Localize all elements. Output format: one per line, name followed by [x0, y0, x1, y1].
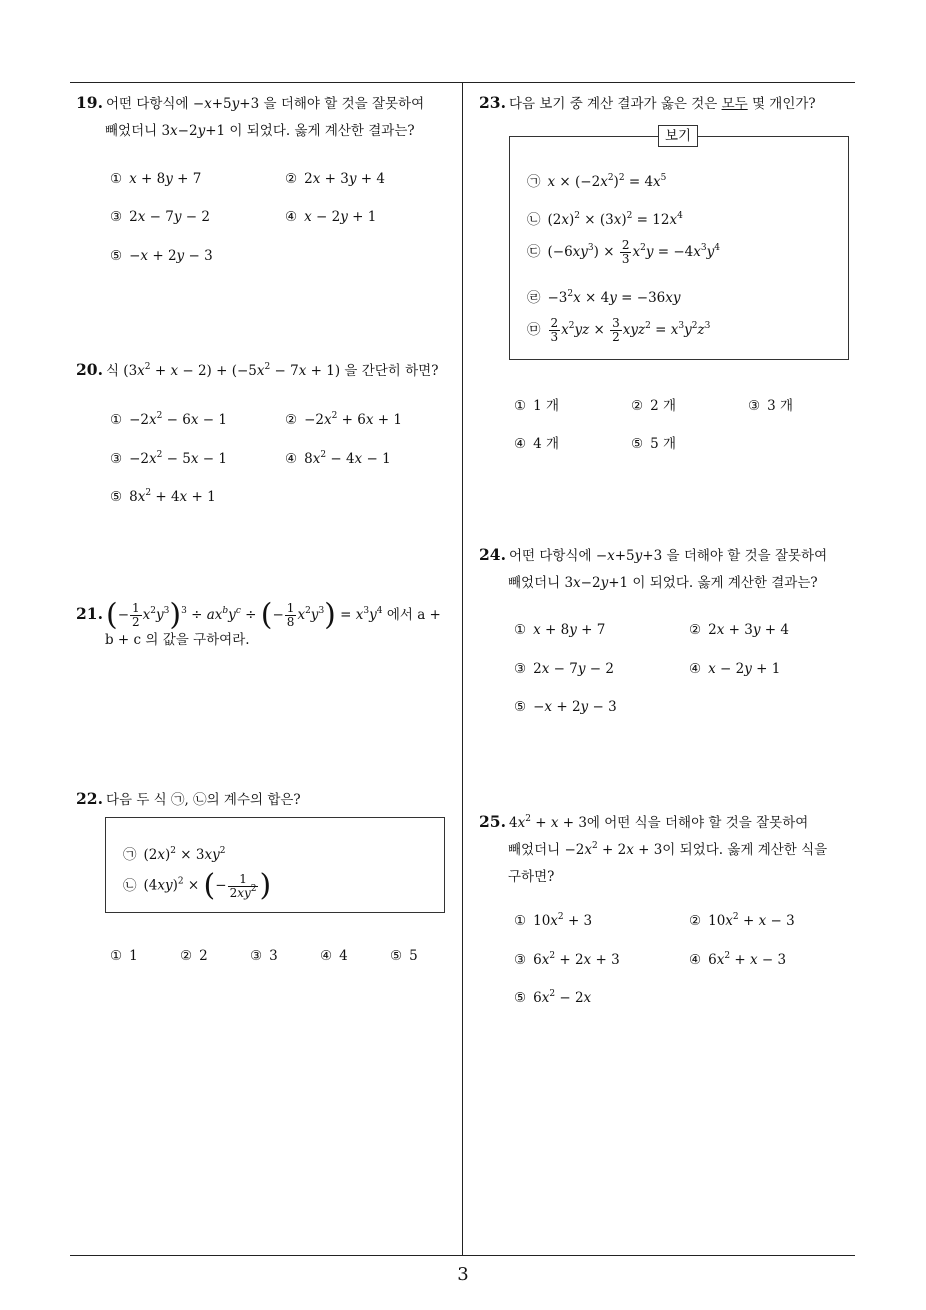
question-19 [76, 89, 424, 145]
question-number: 22. [76, 789, 103, 808]
q22-option-5[interactable]: ⑤ 5 [390, 948, 418, 964]
page-number: 3 [457, 1264, 469, 1285]
q22-expression-1: ㉠ $(2x)^2 \times 3xy^2$ [123, 846, 226, 863]
q24-option-2[interactable]: ② 2x + 3y + 4 [689, 622, 789, 638]
q23-statement-4: ㉣ $-3^2x \times 4y = -36xy$ [527, 289, 681, 306]
q23-statement-2: ㉡ $(2x)^2 \times (3x)^2 = 12x^4$ [527, 211, 683, 228]
q19-option-5[interactable]: ⑤ −x + 2y − 3 [110, 248, 213, 264]
question-25 [479, 808, 827, 891]
q19-option-3[interactable]: ③ 2x − 7y − 2 [110, 209, 210, 225]
question-number: 25. [479, 812, 506, 831]
question-number: 20. [76, 360, 103, 379]
q20-option-4[interactable]: ④ $8x^2 - 4x - 1$ [285, 450, 391, 467]
question-text-line2: 빼었더니 $-2x^2 + 2x + 3$이 되었다. 옳게 계산한 식을 [508, 841, 828, 858]
question-24 [479, 541, 827, 597]
question-22 [76, 785, 301, 814]
question-text: 다음 두 식 ㉠, ㉡의 계수의 합은? [105, 792, 301, 808]
q25-option-5[interactable]: ⑤ $6x^2 - 2x$ [514, 989, 592, 1006]
q22-option-4[interactable]: ④ 4 [320, 948, 348, 964]
question-number: 23. [479, 93, 506, 112]
q24-option-5[interactable]: ⑤ −x + 2y − 3 [514, 699, 617, 715]
column-divider [462, 82, 463, 1255]
q25-option-2[interactable]: ② $10x^2 + x - 3$ [689, 912, 795, 929]
q23-example-label: 보기 [658, 125, 698, 147]
question-number: 21. [76, 604, 103, 623]
question-text: 에서 a + [386, 607, 441, 623]
question-21 [76, 597, 441, 654]
question-text: $4x^2 + x + 3$에 어떤 식을 더해야 할 것을 잘못하여 [508, 814, 809, 831]
question-text-line3: 구하면? [508, 869, 555, 885]
footer-rule [70, 1255, 855, 1256]
question-text-line2: b + c 의 값을 구하여라. [105, 631, 250, 648]
q23-statement-5: ㉤ $\frac{2}{3}$ $x^2yz$ × $\frac{3}{2}$ $xyz^2 = x^3y^2z^3$ [527, 316, 711, 344]
question-text: 어떤 다항식에 −x+5y+3 을 더해야 할 것을 잘못하여 [105, 96, 425, 112]
q22-option-1[interactable]: ① 1 [110, 948, 138, 964]
question-number: 24. [479, 545, 506, 564]
q23-statement-3: ㉢ $(-6xy^3)$ × $\frac{2}{3}$ $x^2y = -4x^3y^4$ [527, 238, 720, 266]
q20-option-1[interactable]: ① $-2x^2 - 6x - 1$ [110, 411, 227, 428]
question-text: 어떤 다항식에 −x+5y+3 을 더해야 할 것을 잘못하여 [508, 548, 828, 564]
q22-option-3[interactable]: ③ 3 [250, 948, 278, 964]
question-text: 다음 보기 중 계산 결과가 옳은 것은 모두 몇 개인가? [508, 96, 816, 112]
question-formula: (− $\frac{1}{2}$ $x^2y^3)^3 \div ax^by^c$ ÷ (− $\frac{1}{8}$ $x^2y^3) = x^3y^4$ [105, 597, 383, 633]
question-text: 식 $(3x^2 + x - 2) + (-5x^2 - 7x + 1)$ 을 간단히 하면? [105, 362, 439, 379]
q20-option-3[interactable]: ③ $-2x^2 - 5x - 1$ [110, 450, 227, 467]
question-text-line2: 빼었더니 3x−2y+1 이 되었다. 옳게 계산한 결과는? [105, 123, 415, 139]
q25-option-3[interactable]: ③ $6x^2 + 2x + 3$ [514, 951, 620, 968]
q19-option-4[interactable]: ④ x − 2y + 1 [285, 209, 377, 225]
q24-option-3[interactable]: ③ 2x − 7y − 2 [514, 661, 614, 677]
q20-option-5[interactable]: ⑤ $8x^2 + 4x + 1$ [110, 488, 216, 505]
q19-option-2[interactable]: ② 2x + 3y + 4 [285, 171, 385, 187]
question-text-line2: 빼었더니 3x−2y+1 이 되었다. 옳게 계산한 결과는? [508, 575, 818, 591]
q23-option-2[interactable]: ② 2 개 [631, 398, 677, 414]
q24-option-4[interactable]: ④ x − 2y + 1 [689, 661, 781, 677]
q19-option-1[interactable]: ① x + 8y + 7 [110, 171, 202, 187]
question-20 [76, 356, 438, 385]
q23-option-3[interactable]: ③ 3 개 [748, 398, 794, 414]
q20-option-2[interactable]: ② $-2x^2 + 6x + 1$ [285, 411, 402, 428]
q25-option-1[interactable]: ① $10x^2 + 3$ [514, 912, 593, 929]
q23-option-1[interactable]: ① 1 개 [514, 398, 560, 414]
q22-option-2[interactable]: ② 2 [180, 948, 208, 964]
q23-option-5[interactable]: ⑤ 5 개 [631, 436, 677, 452]
q23-statement-1: ㉠ $x \times (-2x^2)^2 = 4x^5$ [527, 173, 667, 190]
q23-option-4[interactable]: ④ 4 개 [514, 436, 560, 452]
q25-option-4[interactable]: ④ $6x^2 + x - 3$ [689, 951, 787, 968]
question-23 [479, 89, 816, 118]
q22-expression-2: ㉡ $(4xy)^2$ × (− $\frac{1}{2xy^2}$ ) [123, 868, 272, 903]
question-number: 19. [76, 93, 103, 112]
q24-option-1[interactable]: ① x + 8y + 7 [514, 622, 606, 638]
